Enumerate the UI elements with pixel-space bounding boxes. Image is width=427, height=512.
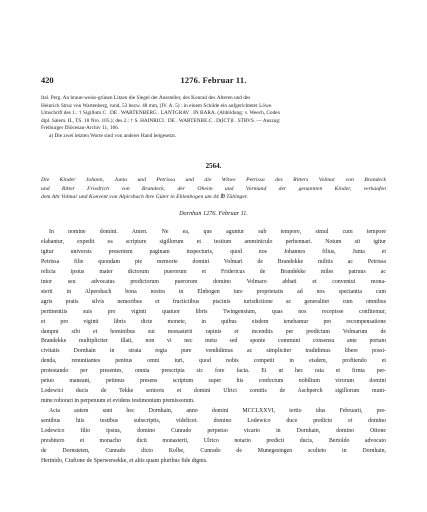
body-line: et pro viginti libris dicte monete, in quibus eisdem tenebamur pro recompensatione	[41, 318, 386, 325]
body-line: igitur universis presentem paginam inspecturis, quod nos Johannes filius, Junta et	[41, 248, 386, 255]
body-line: pertinentiis suis pro viginti quatuor libris Twingensium, quas nos recepisse confitemur,	[41, 308, 386, 315]
footnote-line: dipl. Salem. II., TS. 18 Nro. 105.); des 2.: † S. HAINRICI . DE . WARTENBE.C . D(ICT)I . STRVS. — Auszug:	[41, 117, 281, 124]
regest	[41, 176, 386, 202]
body-line: sentibus hiis testibus subscriptis, videlicet: domino Lodewico duce predicto et domino	[41, 418, 386, 425]
body-line: denda, renuntiantes penitus omni iuri, quod nobis competit in eisdem, profitendo et	[41, 358, 386, 365]
body-line: Hertnido, Craftone de Sperwersekke, et aliis quam pluribus fide dignis.	[41, 457, 208, 464]
page-number: 420	[41, 76, 54, 85]
body-line: mine roborari in perpetuum et evidens testimonium premissorum.	[41, 398, 195, 405]
body-line: relicta ipsius mater dictorum puerorum et Fridericus de Brandekke miles patruus ac	[41, 268, 386, 275]
body-line: sterii in Alpersbach bona nostra in Elnbogen iure proprietatis ad nos spectantia cum	[41, 288, 386, 295]
body-line: In nomine domini. Amen. Ne ea, que aguntur sub tempore, simul cum tempore	[49, 229, 386, 235]
body-line: agris pratis silvis nemoribus et fructiciibus piscinis iurisdictione ac generaliter cum omnibus	[41, 298, 386, 305]
body-line: presbitero et monacho dicti monasterii, Ulrico notario predicti ducis, Bertoldo advocato	[41, 438, 386, 445]
body-line: de Dornsteten, Cunrado dicto Kolbe, Cunrado de Munegesingen sculteto in Dornhain,	[41, 447, 386, 454]
body-line: petuo maneant, petimus presens scriptum super his confectum nobilium virorum domini	[41, 378, 386, 385]
body-line: elabantur, expedit ea scripture sigillorum et testium amminiculo perhennari. Notum sit igitur	[41, 238, 386, 245]
footnote-line: Freiburger Diöcesan-Archiv 11, 166.	[41, 125, 120, 132]
body-line: Brandekke multipliciter illati, non vi nec metu sed sponte communi consensu ante portam	[41, 338, 386, 345]
date-line: Dornhan 1276. Februar 11.	[179, 210, 248, 217]
regest-line: Die Kinder Johann, Junta und Petrissa und die Witwe Petrissa des Ritters Volmar von Brandeck	[41, 177, 386, 183]
body-line: Acta autem sunt hec Dornhain, anno domini MCCLXXVI, tertio idus Februarii, pre-	[49, 408, 386, 415]
body-line: civitatis Dornhain in strata regia pure vendidimus ac simpliciter tradidimus libere possi-	[41, 348, 386, 355]
footnote-line: Ital. Perg. An braun-weiss-grünen Litzen die Siegel der Aussteller, des Konrad des Älteren und des	[41, 95, 251, 101]
page-header	[0, 76, 427, 88]
footnote-a: a) Die zwei letzten Worte sind von anderer Hand beigesetzt.	[49, 132, 177, 139]
body-line: dampni sibi et hominibus sui monasterii rapinis et incendiis per predictum Volmarum de	[41, 328, 386, 335]
body-line: tutor seu advocatus predictorum puerorum domino Volmaro abbati et conventui mona-	[41, 278, 386, 285]
document-number: 2564.	[205, 162, 222, 170]
body-line: Lodewico filio ipsius, domino Cunrado perpetuo vicario in Dornhain, domino Ottone	[41, 428, 386, 435]
running-title: 1276. Februar 11.	[180, 76, 247, 85]
body-line: Petrissa filie quondam pie memorie domini Volmari de Brandekke militis ac Petrissa	[41, 258, 386, 265]
charter-text	[41, 228, 386, 467]
regest-line: dem Abt Volmar und Konvent von Alpirsbach ihre Güter in Ehlenbogen um 44 ℔ Tübinger.	[41, 194, 248, 201]
body-line: protestando per presentes, omnia prescripta sic fore facta. Et ut hec rata et firma per-	[41, 368, 386, 375]
footnote-line: Umschrift des 1.: † Sigillum C . DE . WARTENBERG . LANTGRAV . IN BARA. (Abbildung: v. Weech, Codex	[41, 110, 281, 117]
footnotes	[41, 95, 386, 141]
footnote-line: Heinrich Struz von Wartenberg, rund, 53 bezw. 48 mm, (IV. A. 5) : in einem Schilde ein aufgerichteter Löwe.	[41, 102, 273, 109]
regest-line: und Ritter Friedrich von Brandeck, der Oheim und Vormund der genannten Kinder, verkaufen	[41, 185, 386, 192]
body-line: Lodewici ducis de Tekke senioris et domini Ulrici comitis de Aschperch sigillorum muni-	[41, 388, 386, 395]
